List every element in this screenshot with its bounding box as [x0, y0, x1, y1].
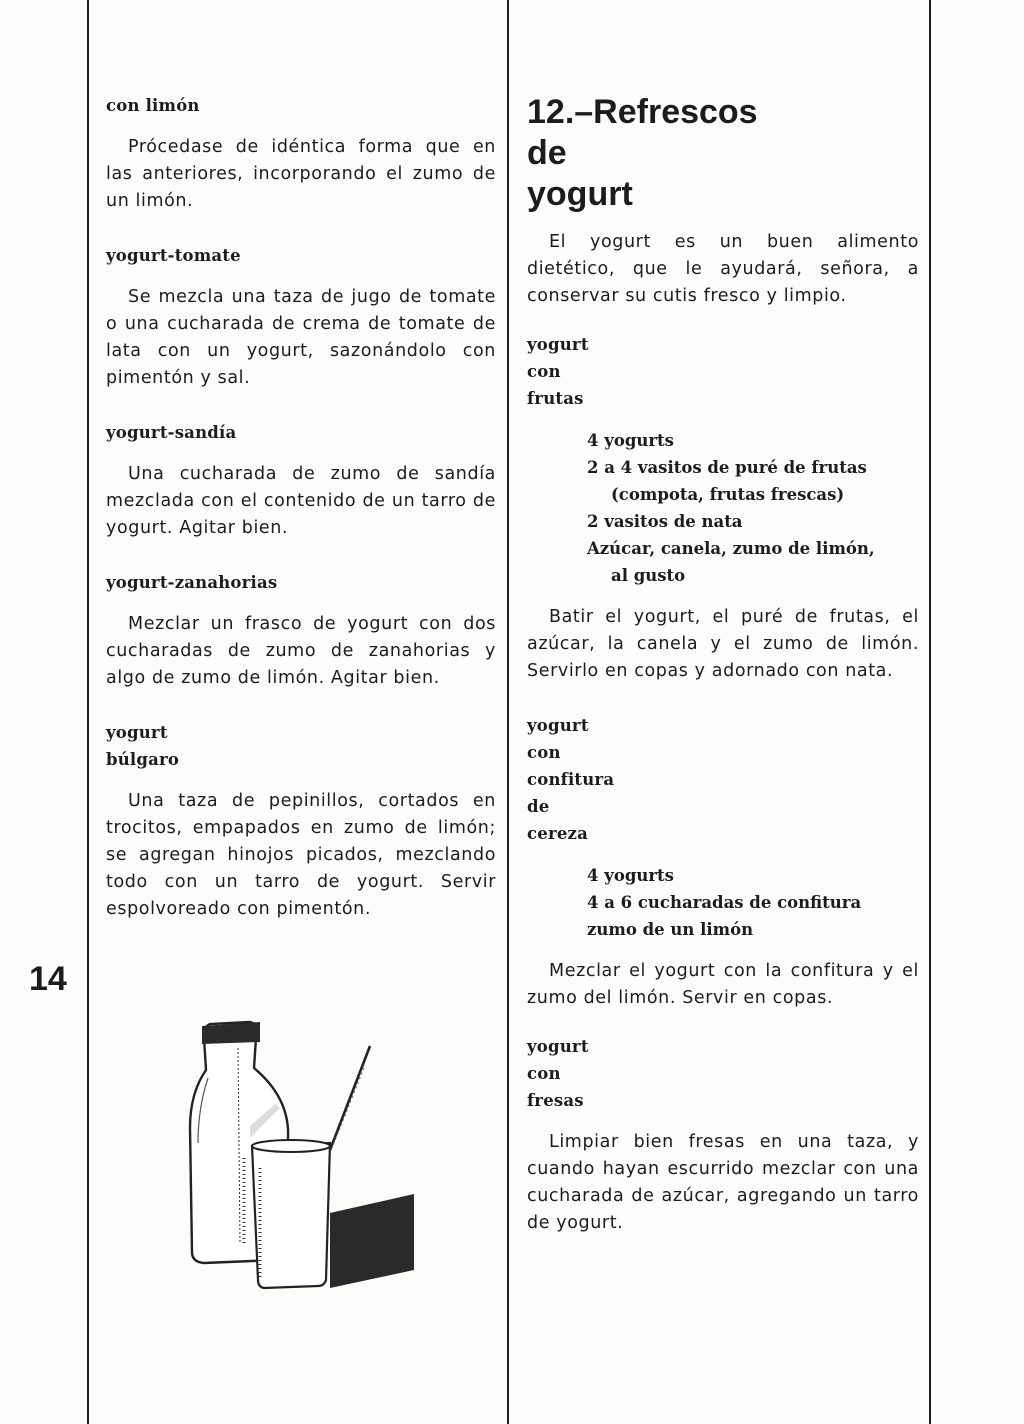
section-text: Se mezcla una taza de jugo de tomate o una cucharada de crema de tomate de lata con un yogurt, sazonándolo con pimentón y sal. — [106, 287, 496, 388]
ingredient-item: 2 vasitos de nata — [587, 512, 743, 531]
ingredient-item: Azúcar, canela, zumo de limón, — [587, 539, 875, 558]
ingredient-item: (compota, frutas frescas) — [611, 485, 845, 504]
page-number: 14 — [29, 960, 67, 998]
ingredient-item: al gusto — [611, 566, 686, 585]
section-text: Una cucharada de zumo de sandía mezclada con el contenido de un tarro de yogurt. Agitar bien. — [106, 464, 496, 538]
column-rule-middle — [507, 0, 509, 1424]
section-heading: yogurt-zanahorias — [106, 573, 278, 592]
section-heading: yogurt búlgaro — [106, 723, 180, 769]
chapter-intro: El yogurt es un buen alimento dietético, que le ayudará, señora, a conservar su cutis fresco y limpio. — [527, 232, 919, 306]
section-text: Prócedase de idéntica forma que en las anteriores, incorporando el zumo de un limón. — [106, 137, 496, 211]
ingredient-list — [587, 427, 919, 589]
ingredient-item: 4 a 6 cucharadas de confitura — [587, 893, 862, 912]
section-heading: yogurt-sandía — [106, 423, 237, 442]
recipe-instructions: Limpiar bien fresas en una taza, y cuando hayan escurrido mezclar con una cucharada de azúcar, agregando un tarro de yogurt. — [527, 1132, 919, 1233]
recipe-heading: yogurt con frutas — [527, 335, 589, 408]
yogurt-bottle-and-glass-illustration — [180, 1008, 420, 1293]
ingredient-item: zumo de un limón — [587, 920, 754, 939]
section-text: Mezclar un frasco de yogurt con dos cucharadas de zumo de zanahorias y algo de zumo de limón. Agitar bien. — [106, 614, 496, 688]
right-column — [527, 92, 919, 1237]
recipe-heading: yogurt con fresas — [527, 1037, 589, 1110]
chapter-title: 12.–Refrescos de yogurt — [527, 93, 758, 213]
recipe-instructions: Mezclar el yogurt con la confitura y el zumo del limón. Servir en copas. — [527, 961, 919, 1008]
ingredient-item: 2 a 4 vasitos de puré de frutas — [587, 458, 867, 477]
recipe-heading: yogurt con confitura de cereza — [527, 716, 615, 843]
section-heading: yogurt-tomate — [106, 246, 241, 265]
column-rule-left — [87, 0, 89, 1424]
left-column — [106, 92, 496, 923]
ingredient-item: 4 yogurts — [587, 431, 674, 450]
column-rule-right — [929, 0, 931, 1424]
recipe-instructions: Batir el yogurt, el puré de frutas, el azúcar, la canela y el zumo de limón. Servirlo en copas y adornado con nata. — [527, 607, 919, 681]
ingredient-item: 4 yogurts — [587, 866, 674, 885]
section-text: Una taza de pepinillos, cortados en trocitos, empapados en zumo de limón; se agregan hinojos picados, mezclando todo con un tarro de yogurt. Servir espolvoreado con pimentón. — [106, 791, 496, 919]
section-heading: con limón — [106, 96, 200, 115]
ingredient-list — [587, 862, 919, 943]
